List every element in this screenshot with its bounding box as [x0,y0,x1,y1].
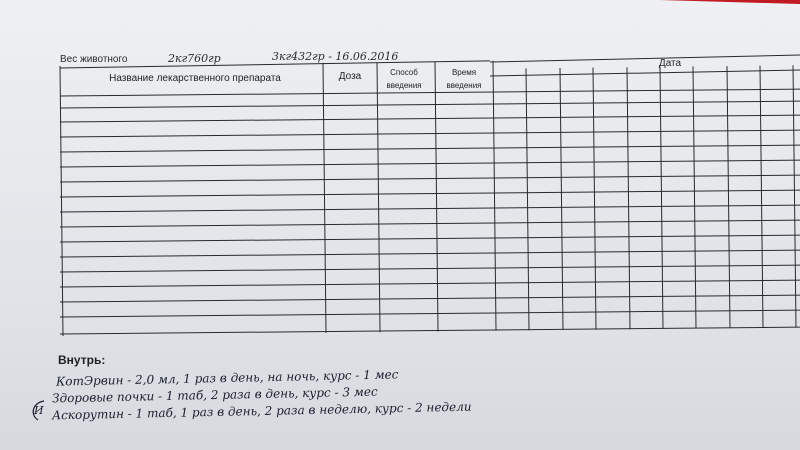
table-row-line [60,265,800,272]
table-row-line [60,250,800,257]
table-row-line [60,327,800,334]
date-column-line [660,67,663,329]
column-header-route: Способ введения [386,68,422,90]
weight-entry-2: 3кг432гр - 16.06.2016 [272,50,399,63]
table-column-line [493,61,496,331]
column-header-date: Дата [658,58,682,69]
column-header-time: Время введения [446,68,482,90]
table-row-line [60,115,800,122]
table-row-line [60,175,800,182]
date-header-line [490,70,800,76]
instruction-item-3: Аскорутин - 1 таб, 1 раз в день, 2 раза в неделю, курс - 2 недели [51,399,472,423]
table-row-line [60,101,800,108]
weight-entry-1: 2кг760гр [168,52,221,65]
table-row-line [60,235,800,242]
table-row-line [60,89,800,96]
instruction-item-2: Здоровые почки - 1 таб, 2 раза в день, курс - 3 мес [51,384,378,406]
date-column-line [526,68,529,330]
table-column-line [377,62,380,332]
margin-mark-circle [28,399,52,423]
date-column-line [627,67,630,329]
table-row-line [60,190,800,197]
table-column-line [60,66,63,336]
table-row-line [60,130,800,137]
date-column-line [560,68,563,330]
table-row-line [60,280,800,287]
table-row-line [60,145,800,152]
date-column-line [793,65,796,327]
table-row-line [60,310,800,317]
table-row-line [60,295,800,302]
column-header-dose: Доза [338,71,362,82]
table-column-line [435,62,438,332]
table-row-line [60,220,800,227]
margin-mark: И [34,404,44,417]
weight-label: Вес животного [60,54,128,65]
date-column-line [693,66,696,328]
instruction-item-1: КотЭрвин - 2,0 мл, 1 раз в день, на ночь, курс - 1 мес [55,367,399,389]
table-row-line [60,205,800,212]
table-column-line [323,63,326,333]
date-column-line [760,66,763,328]
instructions-heading: Внутрь: [58,353,106,367]
date-column-line [593,68,596,330]
date-column-line [727,66,730,328]
table-row-line [60,160,800,167]
column-header-drug-name: Название лекарственного препарата [109,73,281,84]
